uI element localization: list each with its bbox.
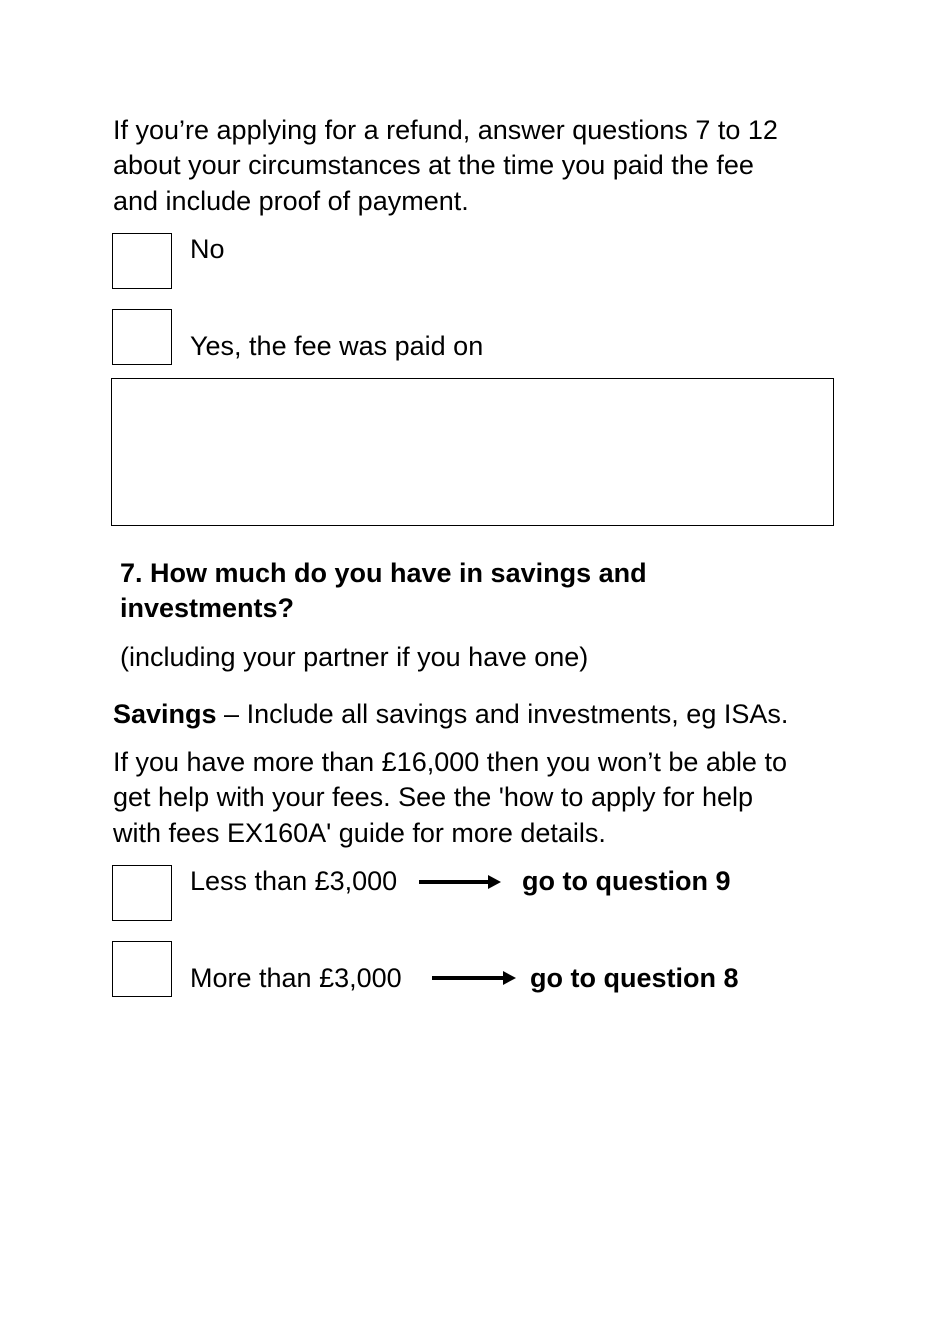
- refund-intro-line-1: If you’re applying for a refund, answer questions 7 to 12: [113, 115, 778, 145]
- goto-question-9: go to question 9: [522, 866, 731, 896]
- savings-less-than-3000-label: Less than £3,000: [190, 866, 398, 896]
- savings-warning-line-1: If you have more than £16,000 then you won’t be able to: [113, 747, 787, 777]
- question-7-subtitle: (including your partner if you have one): [120, 642, 589, 672]
- refund-no-label: No: [190, 234, 225, 264]
- refund-yes-label: Yes, the fee was paid on: [190, 331, 484, 361]
- refund-intro-line-2: about your circumstances at the time you paid the fee: [113, 150, 754, 180]
- refund-yes-checkbox[interactable]: [112, 309, 172, 365]
- savings-warning-line-2: get help with your fees. See the 'how to apply for help: [113, 782, 754, 812]
- refund-no-checkbox[interactable]: [112, 233, 172, 289]
- right-arrow-icon: [419, 875, 501, 889]
- savings-definition: [113, 697, 788, 733]
- savings-more-than-3000-checkbox[interactable]: [112, 941, 172, 997]
- fee-paid-date-field[interactable]: [111, 378, 834, 526]
- savings-warning-line-3: with fees EX160A' guide for more details.: [113, 818, 606, 848]
- savings-less-than-3000-checkbox[interactable]: [112, 865, 172, 921]
- savings-label: Savings: [113, 699, 217, 729]
- right-arrow-icon: [432, 971, 516, 985]
- savings-text: – Include all savings and investments, eg ISAs.: [216, 699, 789, 729]
- refund-intro-line-3: and include proof of payment.: [113, 186, 469, 216]
- goto-question-8: go to question 8: [530, 963, 739, 993]
- question-7-title-line-2: investments?: [120, 593, 295, 623]
- question-7-title-line-1: 7. How much do you have in savings and: [120, 558, 647, 588]
- savings-more-than-3000-label: More than £3,000: [190, 963, 402, 993]
